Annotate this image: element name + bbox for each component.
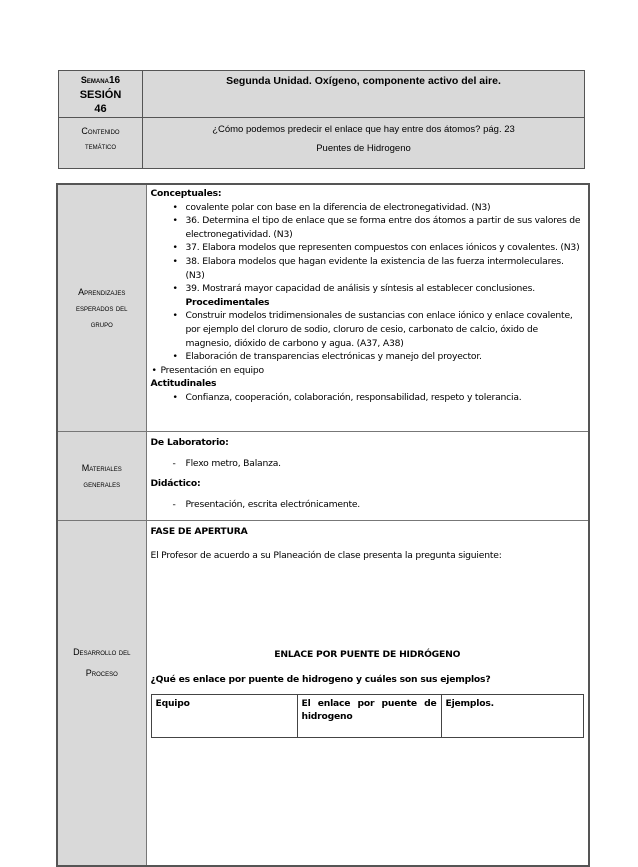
list-item: • 36. Determina el tipo de enlace que se forma entre dos átomos a partir de sus valores de electronegatividad. (N3) xyxy=(151,214,585,241)
aprendizajes-label-3: grupo xyxy=(90,319,113,329)
question-text: ¿Cómo podemos predecir el enlace que hay entre dos átomos? pág. 23 xyxy=(212,124,515,135)
semana-cell xyxy=(59,71,143,118)
contenido-label-2: temático xyxy=(85,141,116,151)
outer-list xyxy=(151,364,585,378)
aprendizajes-label-1: Aprendizajes xyxy=(78,287,126,297)
materiales-content xyxy=(146,432,589,521)
actitudinales-list xyxy=(151,391,585,405)
didactico-title: Didáctico: xyxy=(150,478,201,490)
semana-number: 16 xyxy=(108,75,121,86)
equipo-table xyxy=(151,694,584,738)
fase-text: El Profesor de acuerdo a su Planeación de clase presenta la pregunta siguiente: xyxy=(150,549,502,561)
main-table xyxy=(56,183,590,867)
table-header-ejemplos: Ejemplos. xyxy=(441,695,583,738)
header-table xyxy=(58,70,585,169)
laboratorio-item: - Flexo metro, Balanza. xyxy=(151,457,585,471)
table-header-enlace: El enlace por puente de hidrogeno xyxy=(297,695,441,738)
list-item: • 39. Mostrará mayor capacidad de análisis y síntesis al establecer conclusiones. xyxy=(151,282,585,296)
list-item: • 37. Elabora modelos que representen compuestos con enlaces iónicos y covalentes. (N3) xyxy=(151,241,585,255)
semana-label: Semana xyxy=(80,75,109,85)
materiales-label-2: generales xyxy=(83,479,121,489)
actitudinales-title: Actitudinales xyxy=(150,378,217,390)
conceptuales-list xyxy=(151,201,585,364)
didactico-item: - Presentación, escrita electrónicamente. xyxy=(151,498,585,512)
enlace-question: ¿Qué es enlace por puente de hidrogeno y cuáles son sus ejemplos? xyxy=(150,673,491,685)
desarrollo-label-1: Desarrollo del xyxy=(73,647,131,657)
aprendizajes-label-2: esperados del xyxy=(75,303,128,313)
contenido-text xyxy=(143,118,585,169)
desarrollo-label-2: Proceso xyxy=(85,668,118,678)
desarrollo-label-cell xyxy=(57,521,146,867)
aprendizajes-label-cell xyxy=(57,184,146,432)
subtopic-text: Puentes de Hidrogeno xyxy=(316,143,411,154)
list-item: • 38. Elabora modelos que hagan evidente la existencia de las fuerza intermoleculares. (N3) xyxy=(151,255,585,282)
contenido-cell xyxy=(59,118,143,169)
laboratorio-title: De Laboratorio: xyxy=(150,437,229,448)
list-item: • Confianza, cooperación, colaboración, responsabilidad, respeto y tolerancia. xyxy=(151,391,585,405)
desarrollo-content xyxy=(146,521,589,867)
fase-title: FASE DE APERTURA xyxy=(150,526,248,537)
unit-title: Segunda Unidad. Oxígeno, componente activo del aire. xyxy=(143,71,585,118)
aprendizajes-content xyxy=(146,184,589,432)
materiales-label-1: Materiales xyxy=(81,463,122,473)
enlace-title: ENLACE POR PUENTE DE HIDRÓGENO xyxy=(274,649,461,661)
table-header-equipo: Equipo xyxy=(151,695,297,738)
materiales-label-cell xyxy=(57,432,146,521)
contenido-label-1: Contenido xyxy=(81,126,120,136)
sesion-label: SESIÓN xyxy=(79,89,122,101)
list-item: • Presentación en equipo xyxy=(151,364,585,378)
list-item: • Construir modelos tridimensionales de sustancias con enlace iónico y enlace covalente, por ejemplo del cloruro de sodio, cloruro de cesio, carbonato de calcio, óxido de magnesio, dióxido de carbono y agua. (A37, A38) xyxy=(151,309,585,350)
list-item: • covalente polar con base en la diferencia de electronegatividad. (N3) xyxy=(151,201,585,215)
conceptuales-title: Conceptuales: xyxy=(150,188,222,199)
procedimentales-title: Procedimentales xyxy=(185,296,270,308)
sesion-number: 46 xyxy=(94,103,107,115)
list-item: • Elaboración de transparencias electrónicas y manejo del proyector. xyxy=(151,350,585,364)
